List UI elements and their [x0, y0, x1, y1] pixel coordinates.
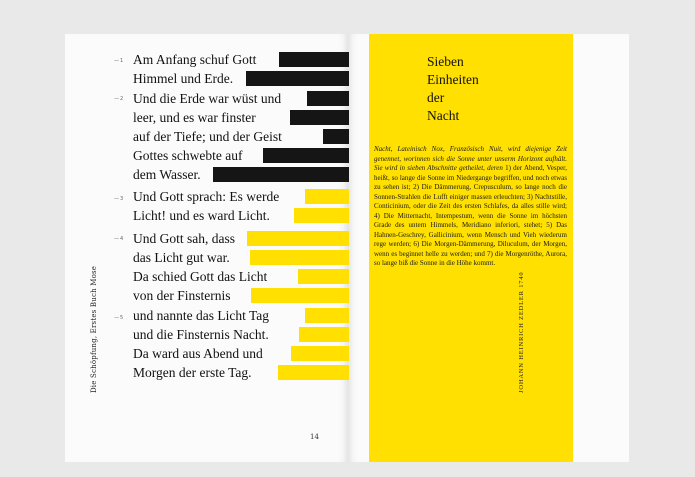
page-number: 14	[310, 433, 319, 441]
text-line: Und die Erde war wüst und	[133, 91, 282, 106]
title-line: Einheiten	[427, 72, 479, 87]
redaction-bar	[263, 148, 349, 163]
verse-marker: — 3	[114, 196, 124, 202]
text-line: das Licht gut war.	[133, 250, 230, 265]
text-line: Und Gott sprach: Es werde	[133, 189, 280, 204]
highlight-bar	[298, 269, 349, 284]
redaction-bar	[246, 71, 349, 86]
highlight-bar	[305, 189, 349, 204]
definition-body: 1) der Abend, Vesper, heißt, so lange die Sonne im Niedergange begriffen, und noch etwas zu sehen ist; 2) Die Dämmerung, Crepusculum, so lange noch die Sonnen-Strahlen die Lufft einiger massen erleuchten; 3) Nachtstille, Conticinium, oder die Zeit des ersten Schlafes, da alles stille wird; 4) Die Mitternacht, Intempestum, wenn die Sonne im höchsten Grade des untern Himmels, Meridiano inferiori, stehet; 5) Das Hahnen-Geschrey, Gallicinium, wenn Mensch und Vieh wiederum rege werden; 6) Die Morgen-Dämmerung, Diluculum, der Morgen, wenn es beginnet helle zu werden; und 7) die Morgenröthe, Aurora, so lange biß die Sonne in die Höhe kommt.	[374, 164, 567, 267]
spine-title: Die Schöpfung, Erstes Buch Mose	[90, 265, 98, 393]
text-line: Morgen der erste Tag.	[133, 365, 252, 380]
redaction-bar	[290, 110, 349, 125]
highlight-bar	[305, 308, 349, 323]
text-line: Gottes schwebte auf	[133, 148, 243, 163]
definition-text	[374, 145, 567, 269]
text-line: leer, und es war finster	[133, 110, 256, 125]
highlight-bar	[291, 346, 349, 361]
text-line: auf der Tiefe; und der Geist	[133, 129, 282, 144]
text-line: dem Wasser.	[133, 167, 201, 182]
verse-marker: — 4	[114, 236, 124, 242]
definition-intro: Nacht, Lateinisch Nox, Französisch Nuit, wird diejenige Zeit genennet, worinnen sich die Sonne unter unserm Horizont aufhält. Sie wird in sieben Abschnitte getheilet, deren	[374, 145, 567, 172]
text-line: und nannte das Licht Tag	[133, 308, 270, 323]
redaction-bar	[213, 167, 349, 182]
text-line: Am Anfang schuf Gott	[133, 52, 257, 67]
highlight-bar	[251, 288, 349, 303]
text-line: Da ward aus Abend und	[133, 346, 263, 361]
text-line: Licht! und es ward Licht.	[133, 208, 270, 223]
redaction-bar	[323, 129, 349, 144]
highlight-bar	[278, 365, 349, 380]
redaction-bar	[279, 52, 349, 67]
author-credit: JOHANN HEINRICH ZEDLER 1740	[518, 271, 525, 393]
verse-marker: — 5	[114, 315, 124, 321]
redaction-bar	[307, 91, 349, 106]
verse-marker: — 1	[114, 58, 124, 64]
text-line: von der Finsternis	[133, 288, 231, 303]
verse-marker: — 2	[114, 96, 124, 102]
text-line: und die Finsternis Nacht.	[133, 327, 269, 342]
highlight-bar	[250, 250, 349, 265]
highlight-bar	[247, 231, 349, 246]
highlight-bar	[299, 327, 349, 342]
text-line: Da schied Gott das Licht	[133, 269, 268, 284]
text-line: Und Gott sah, dass	[133, 231, 235, 246]
title-line: Sieben	[427, 54, 464, 69]
text-line: Himmel und Erde.	[133, 71, 234, 86]
title-line: Nacht	[427, 108, 460, 123]
highlight-bar	[294, 208, 349, 223]
title-line: der	[427, 90, 445, 105]
chapter-title	[427, 53, 479, 125]
